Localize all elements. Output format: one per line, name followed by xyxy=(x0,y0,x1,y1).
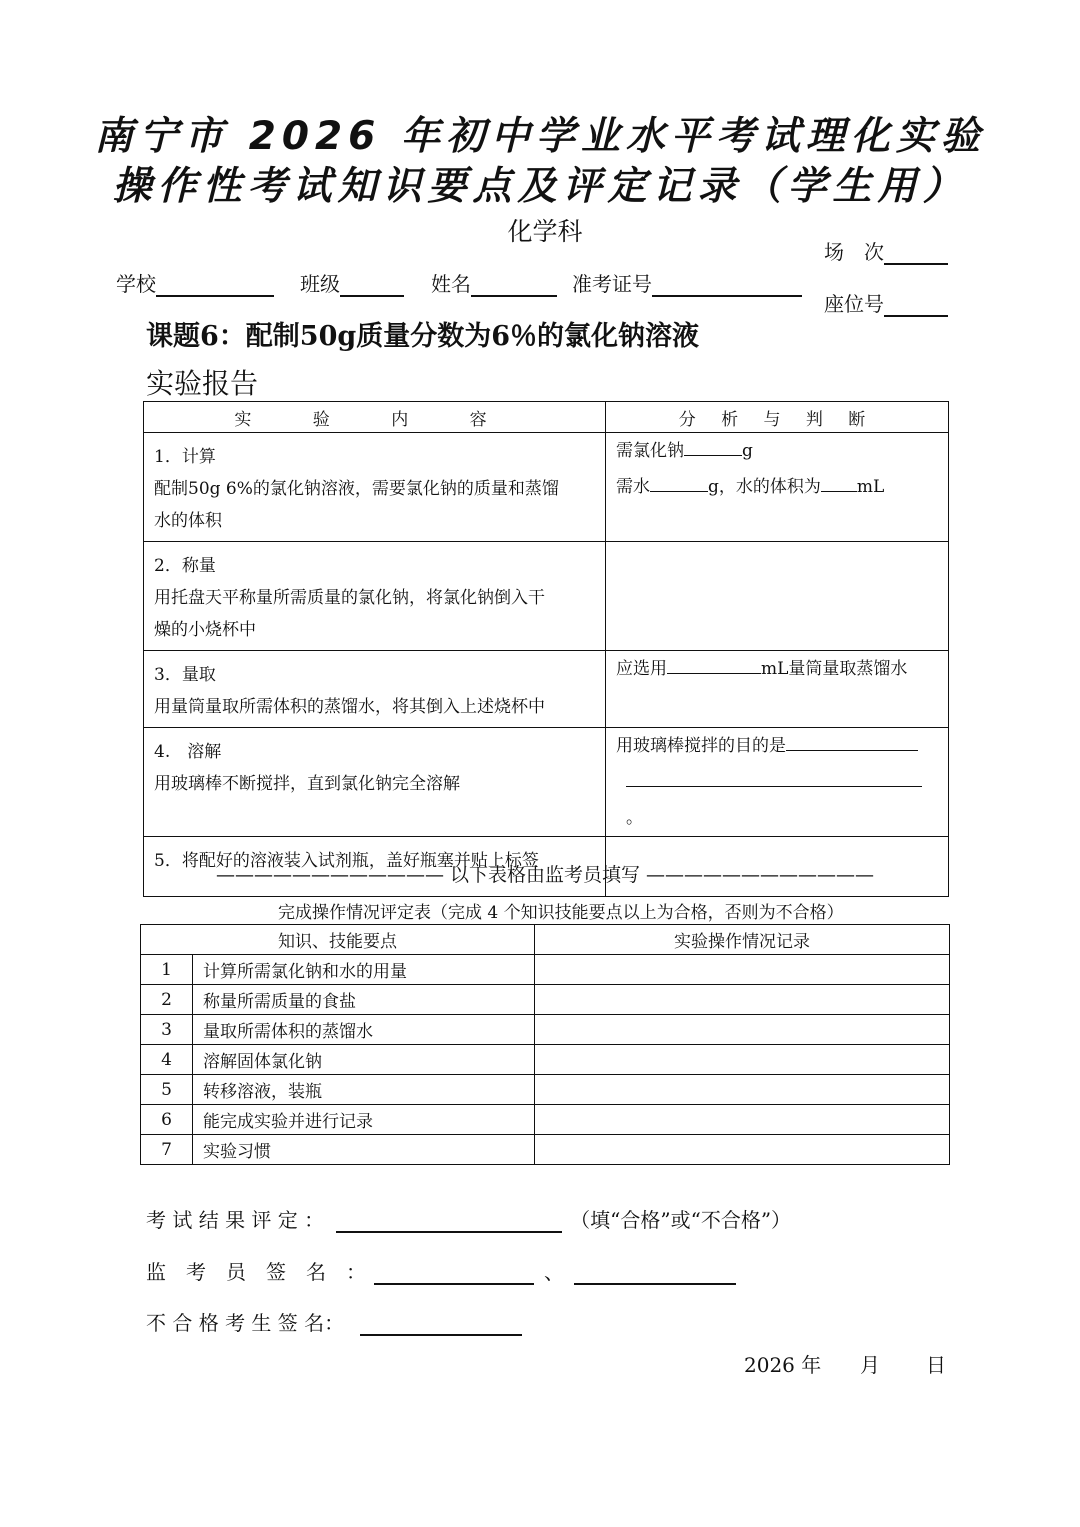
eval-header-record: 实验操作情况记录 xyxy=(535,925,950,955)
analysis-text: 需水 xyxy=(616,477,650,497)
report-row-analysis xyxy=(606,728,949,837)
result-blank[interactable] xyxy=(336,1209,562,1233)
analysis-line xyxy=(616,728,938,764)
eval-record-cell[interactable] xyxy=(535,1105,950,1135)
seat-blank[interactable] xyxy=(884,293,948,317)
result-field xyxy=(146,1204,791,1233)
eval-item: 实验习惯 xyxy=(193,1135,535,1165)
analysis-text: 用玻璃棒搅拌的目的是 xyxy=(616,736,786,756)
school-label: 学校 xyxy=(116,272,156,296)
eval-record-cell[interactable] xyxy=(535,1075,950,1105)
eval-item: 转移溶液，装瓶 xyxy=(193,1075,535,1105)
step-label: 4. 溶解 xyxy=(154,742,222,762)
date-day: 日 xyxy=(926,1353,946,1377)
analysis-text: 。 xyxy=(626,808,643,828)
stir-purpose-blank-2[interactable] xyxy=(626,768,922,787)
proctor-blank-2[interactable] xyxy=(574,1261,736,1285)
step-desc-line: 配制50g 6%的氯化钠溶液，需要氯化钠的质量和蒸馏 xyxy=(154,479,559,499)
school-blank[interactable] xyxy=(156,273,274,297)
analysis-line xyxy=(616,469,938,505)
name-field[interactable] xyxy=(431,268,557,297)
eval-item: 溶解固体氯化钠 xyxy=(193,1045,535,1075)
fail-signature-blank[interactable] xyxy=(360,1312,522,1336)
seat-field[interactable] xyxy=(824,288,948,317)
report-row-content xyxy=(144,542,606,651)
report-row-content xyxy=(144,433,606,542)
step-desc-line: 用托盘天平称量所需质量的氯化钠，将氯化钠倒入干 xyxy=(154,588,545,608)
cylinder-size-blank[interactable] xyxy=(667,655,761,674)
eval-num: 2 xyxy=(141,985,193,1015)
eval-num: 3 xyxy=(141,1015,193,1045)
analysis-text: mL xyxy=(856,477,885,497)
step-label: 3．量取 xyxy=(154,665,216,685)
eval-record-cell[interactable] xyxy=(535,1015,950,1045)
table-row xyxy=(141,1045,950,1075)
eval-header-row xyxy=(141,925,950,955)
eval-record-cell[interactable] xyxy=(535,955,950,985)
eval-record-cell[interactable] xyxy=(535,1045,950,1075)
table-row xyxy=(141,1105,950,1135)
step-desc-line: 水的体积 xyxy=(154,511,222,531)
water-mass-blank[interactable] xyxy=(650,473,708,492)
result-hint: （填“合格”或“不合格”） xyxy=(570,1208,792,1232)
step-label: 1．计算 xyxy=(154,447,216,467)
report-row xyxy=(144,728,949,837)
eval-item: 称量所需质量的食盐 xyxy=(193,985,535,1015)
analysis-text: g xyxy=(742,441,753,461)
report-row xyxy=(144,651,949,728)
report-header-content: 实 验 内 容 xyxy=(144,402,606,433)
report-header-row xyxy=(144,402,949,433)
proctor-blank-1[interactable] xyxy=(374,1261,534,1285)
report-row-analysis[interactable] xyxy=(606,542,949,651)
name-blank[interactable] xyxy=(471,273,557,297)
analysis-text: 应选用 xyxy=(616,659,667,679)
step-label: 5．将配好的溶液装入试剂瓶，盖好瓶塞并贴上标签 xyxy=(154,851,539,871)
fail-signature-field xyxy=(146,1307,522,1336)
exam-id-blank[interactable] xyxy=(652,273,802,297)
name-label: 姓名 xyxy=(431,272,471,296)
exam-id-field[interactable] xyxy=(572,268,802,297)
report-row xyxy=(144,433,949,542)
eval-num: 6 xyxy=(141,1105,193,1135)
report-row-content xyxy=(144,651,606,728)
proctor-divider: ———————————— 以下表格由监考员填写 ———————————— xyxy=(215,864,875,886)
table-row xyxy=(141,1075,950,1105)
report-row-analysis xyxy=(606,651,949,728)
date-year: 2026 年 xyxy=(744,1353,822,1377)
eval-item: 能完成实验并进行记录 xyxy=(193,1105,535,1135)
topic-title: 课题6：配制50g质量分数为6％的氯化钠溶液 xyxy=(146,321,700,352)
report-row-content xyxy=(144,728,606,837)
table-row xyxy=(141,955,950,985)
report-row-analysis xyxy=(606,433,949,542)
eval-record-cell[interactable] xyxy=(535,985,950,1015)
water-volume-blank[interactable] xyxy=(821,473,857,492)
fail-signature-label: 不 合 格 考 生 签 名： xyxy=(146,1311,345,1335)
proctor-label: 监 考 员 签 名 ： xyxy=(146,1260,366,1284)
session-blank[interactable] xyxy=(884,241,948,265)
analysis-line xyxy=(616,651,938,687)
class-field[interactable] xyxy=(300,268,404,297)
analysis-line xyxy=(616,764,938,836)
eval-num: 5 xyxy=(141,1075,193,1105)
result-label: 考 试 结 果 评 定 ： xyxy=(146,1208,325,1232)
eval-item: 量取所需体积的蒸馏水 xyxy=(193,1015,535,1045)
date-month: 月 xyxy=(860,1353,880,1377)
session-label: 场 次 xyxy=(824,240,884,264)
school-field[interactable] xyxy=(116,268,274,297)
subject-label: 化学科 xyxy=(507,217,583,246)
proctor-field xyxy=(146,1256,736,1285)
report-table xyxy=(143,401,949,897)
analysis-text: g，水的体积为 xyxy=(708,477,821,497)
eval-num: 7 xyxy=(141,1135,193,1165)
report-header-analysis: 分 析 与 判 断 xyxy=(606,402,949,433)
report-title: 实验报告 xyxy=(146,367,259,400)
step-desc-line: 用玻璃棒不断搅拌，直到氯化钠完全溶解 xyxy=(154,774,460,794)
eval-item: 计算所需氯化钠和水的用量 xyxy=(193,955,535,985)
eval-table xyxy=(140,924,950,1165)
exam-id-label: 准考证号 xyxy=(572,272,652,296)
seat-label: 座位号 xyxy=(824,292,884,316)
analysis-line xyxy=(616,433,938,469)
eval-table-caption: 完成操作情况评定表（完成 4 个知识技能要点以上为合格，否则为不合格） xyxy=(278,903,844,923)
class-label: 班级 xyxy=(300,272,340,296)
eval-record-cell[interactable] xyxy=(535,1135,950,1165)
step-desc-line: 燥的小烧杯中 xyxy=(154,620,256,640)
table-row xyxy=(141,985,950,1015)
nacl-mass-blank[interactable] xyxy=(684,437,742,456)
stir-purpose-blank[interactable] xyxy=(786,732,918,751)
table-row xyxy=(141,1135,950,1165)
session-field[interactable] xyxy=(824,236,948,265)
eval-num: 1 xyxy=(141,955,193,985)
analysis-text: 需氯化钠 xyxy=(616,441,684,461)
analysis-text: mL量筒量取蒸馏水 xyxy=(761,659,908,679)
class-blank[interactable] xyxy=(340,273,404,297)
table-row xyxy=(141,1015,950,1045)
eval-num: 4 xyxy=(141,1045,193,1075)
eval-header-points: 知识、技能要点 xyxy=(141,925,535,955)
page-title-line-1: 南宁市 2026 年初中学业水平考试理化实验 xyxy=(94,114,986,159)
proctor-separator: 、 xyxy=(544,1260,564,1284)
step-label: 2．称量 xyxy=(154,556,216,576)
report-row xyxy=(144,542,949,651)
page-title-line-2: 操作性考试知识要点及评定记录（学生用） xyxy=(112,164,968,209)
step-desc-line: 用量筒量取所需体积的蒸馏水，将其倒入上述烧杯中 xyxy=(154,697,545,717)
